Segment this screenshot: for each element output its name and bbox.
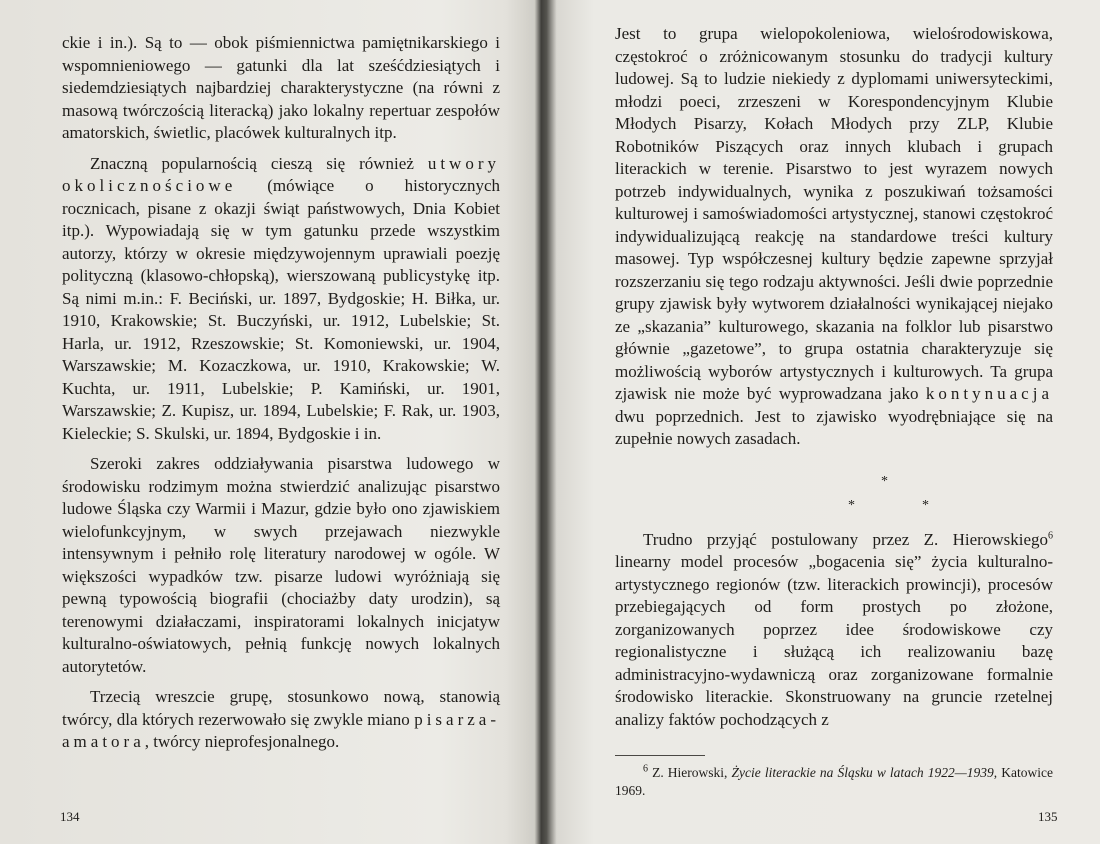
paragraph: Trzecią wreszcie grupę, stosunkowo nową, stanowią twórcy, dla których rezerwowało się zwykle miano pisarza-amatora, twórcy nieprofesjonalnego.	[62, 687, 500, 751]
spaced-emphasis: utwory okolicznościowe	[62, 153, 500, 195]
paragraph: Szeroki zakres oddziaływania pisarstwa ludowego w środowisku rodzimym można stwierdzić analizując pisarstwo ludowe Śląska czy Warmii i Mazur, gdzie było ono zjawiskiem wielofunkcyjnym, w swych przejawach niezwykle intensywnym i pełniło rolę literatury narodowej w ogóle. W większości wypadków tzw. pisarze ludowi wyróżniają się pewną typowością biografii (chociażby daty urodzin), są terenowymi działaczami, inspiratorami lokalnych inicjatyw kulturalno-oświatowych, pełnią funkcję nowych lokalnych autorytetów.	[62, 454, 500, 676]
asterisk: *	[922, 497, 929, 513]
footnote-marker: 6	[1048, 529, 1053, 541]
footnote-title: Życie literackie na Śląsku w latach 1922—1939	[731, 765, 994, 780]
paragraph: Jest to grupa wielopokoleniowa, wielośrodowiskowa, częstokroć o zróżnicowanym stosunku do tradycji kultury ludowej. Są to ludzie niekiedy z dyplomami uniwersyteckimi, młodzi poeci, zrzeszeni w Korespondencyjnym Klubie Młodych Pisarzy, Kołach Młodych przy ZLP, Klubie Robotników Piszących oraz innych klubach i grupach literackich w terenie. Pisarstwo to jest wyrazem nowych potrzeb indywidualnych, wynika z poszukiwań tożsamości kulturowej i samoświadomości artystycznej, stanowi częstokroć indywidualizującą reakcję na standardowe treści kultury masowej. Typ współczesnej kultury będzie zapewne sprzyjał rozszerzaniu się tego rodzaju aktywności. Jeśli dwie poprzednie grupy zjawisk były wytworem działalności wynikającej niejako ze „skazania” kulturowego, skazania na folklor lub pisarstwo głównie „gazetowe”, to grupa ostatnia charakteryzuje się możliwością wyborów artystycznych i kulturowych. Ta grupa zjawisk nie może być wyprowadzana jako kontynuacja dwu poprzednich. Jest to zjawisko wyodrębniające się na zupełnie nowych zasadach.	[615, 24, 1053, 448]
right-page	[554, 0, 1100, 844]
paragraph: Trudno przyjąć postulowany przez Z. Hierowskiego$^6$ linearny model procesów „bogacenia się” życia kulturalno-artystycznego regionów (tzw. literackich prowincji), procesów przebiegających od form prostych po złożone, zorganizowanych poprzez idee środowiskowe czy regionalistyczne i służącą ich realizowaniu bazę administracyjno-wydawniczą oraz zorganizowane formalnie środowisko literackie. Skonstruowany na gruncie rzetelnej analizy faktów pochodzących z	[615, 529, 1053, 729]
asterisk: *	[848, 497, 855, 513]
left-page	[0, 0, 540, 844]
paragraph: ckie i in.). Są to — obok piśmiennictwa pamiętnikarskiego i wspomnieniowego — gatunki dla lat sześćdziesiątych i siedemdziesiątych najbardziej charakterystyczne (na równi z masową twórczością literacką) jako lokalny repertuar zespołów amatorskich, świetlic, placówek kulturalnych itp.	[62, 33, 500, 142]
footnote-rule	[615, 755, 705, 756]
right-page-text	[615, 23, 1053, 800]
page-number: 135	[1038, 809, 1058, 824]
page-number: 134	[60, 809, 80, 824]
section-separator	[615, 459, 1053, 529]
paragraph: Znaczną popularnością cieszą się również utwory okolicznościowe (mówiące o historycznych rocznicach, pisane z okazji świąt państwowych, Dnia Kobiet itp.). Wypowiadają się w tym gatunku przede wszystkim autorzy, którzy w okresie międzywojennym uprawiali poezję polityczną (klasowo-chłopską), wierszowaną publicystykę itp. Są nimi m.in.: F. Beciński, ur. 1897, Bydgoskie; H. Biłka, ur. 1910, Krakowskie; St. Buczyński, ur. 1912, Lubelskie; St. Harla, ur. 1912, Rzeszowskie; St. Komoniewski, ur. 1904, Warszawskie; M. Kozaczkowa, ur. 1910, Krakowskie; W. Kuchta, ur. 1911, Lubelskie; P. Kamiński, ur. 1901, Warszawskie; Z. Kupisz, ur. 1894, Lubelskie; F. Rak, ur. 1903, Kieleckie; S. Skulski, ur. 1894, Bydgoskie i in.	[62, 153, 500, 443]
left-page-text	[62, 32, 500, 754]
asterisk: *	[881, 473, 888, 489]
spaced-emphasis: pisarza-amatora	[62, 709, 500, 751]
footnote: $^6$ Z. Hierowski, Życie literackie na Śląsku w latach 1922—1939, Katowice 1969.	[615, 763, 1053, 798]
spaced-emphasis: kontynuacja	[925, 384, 1053, 403]
